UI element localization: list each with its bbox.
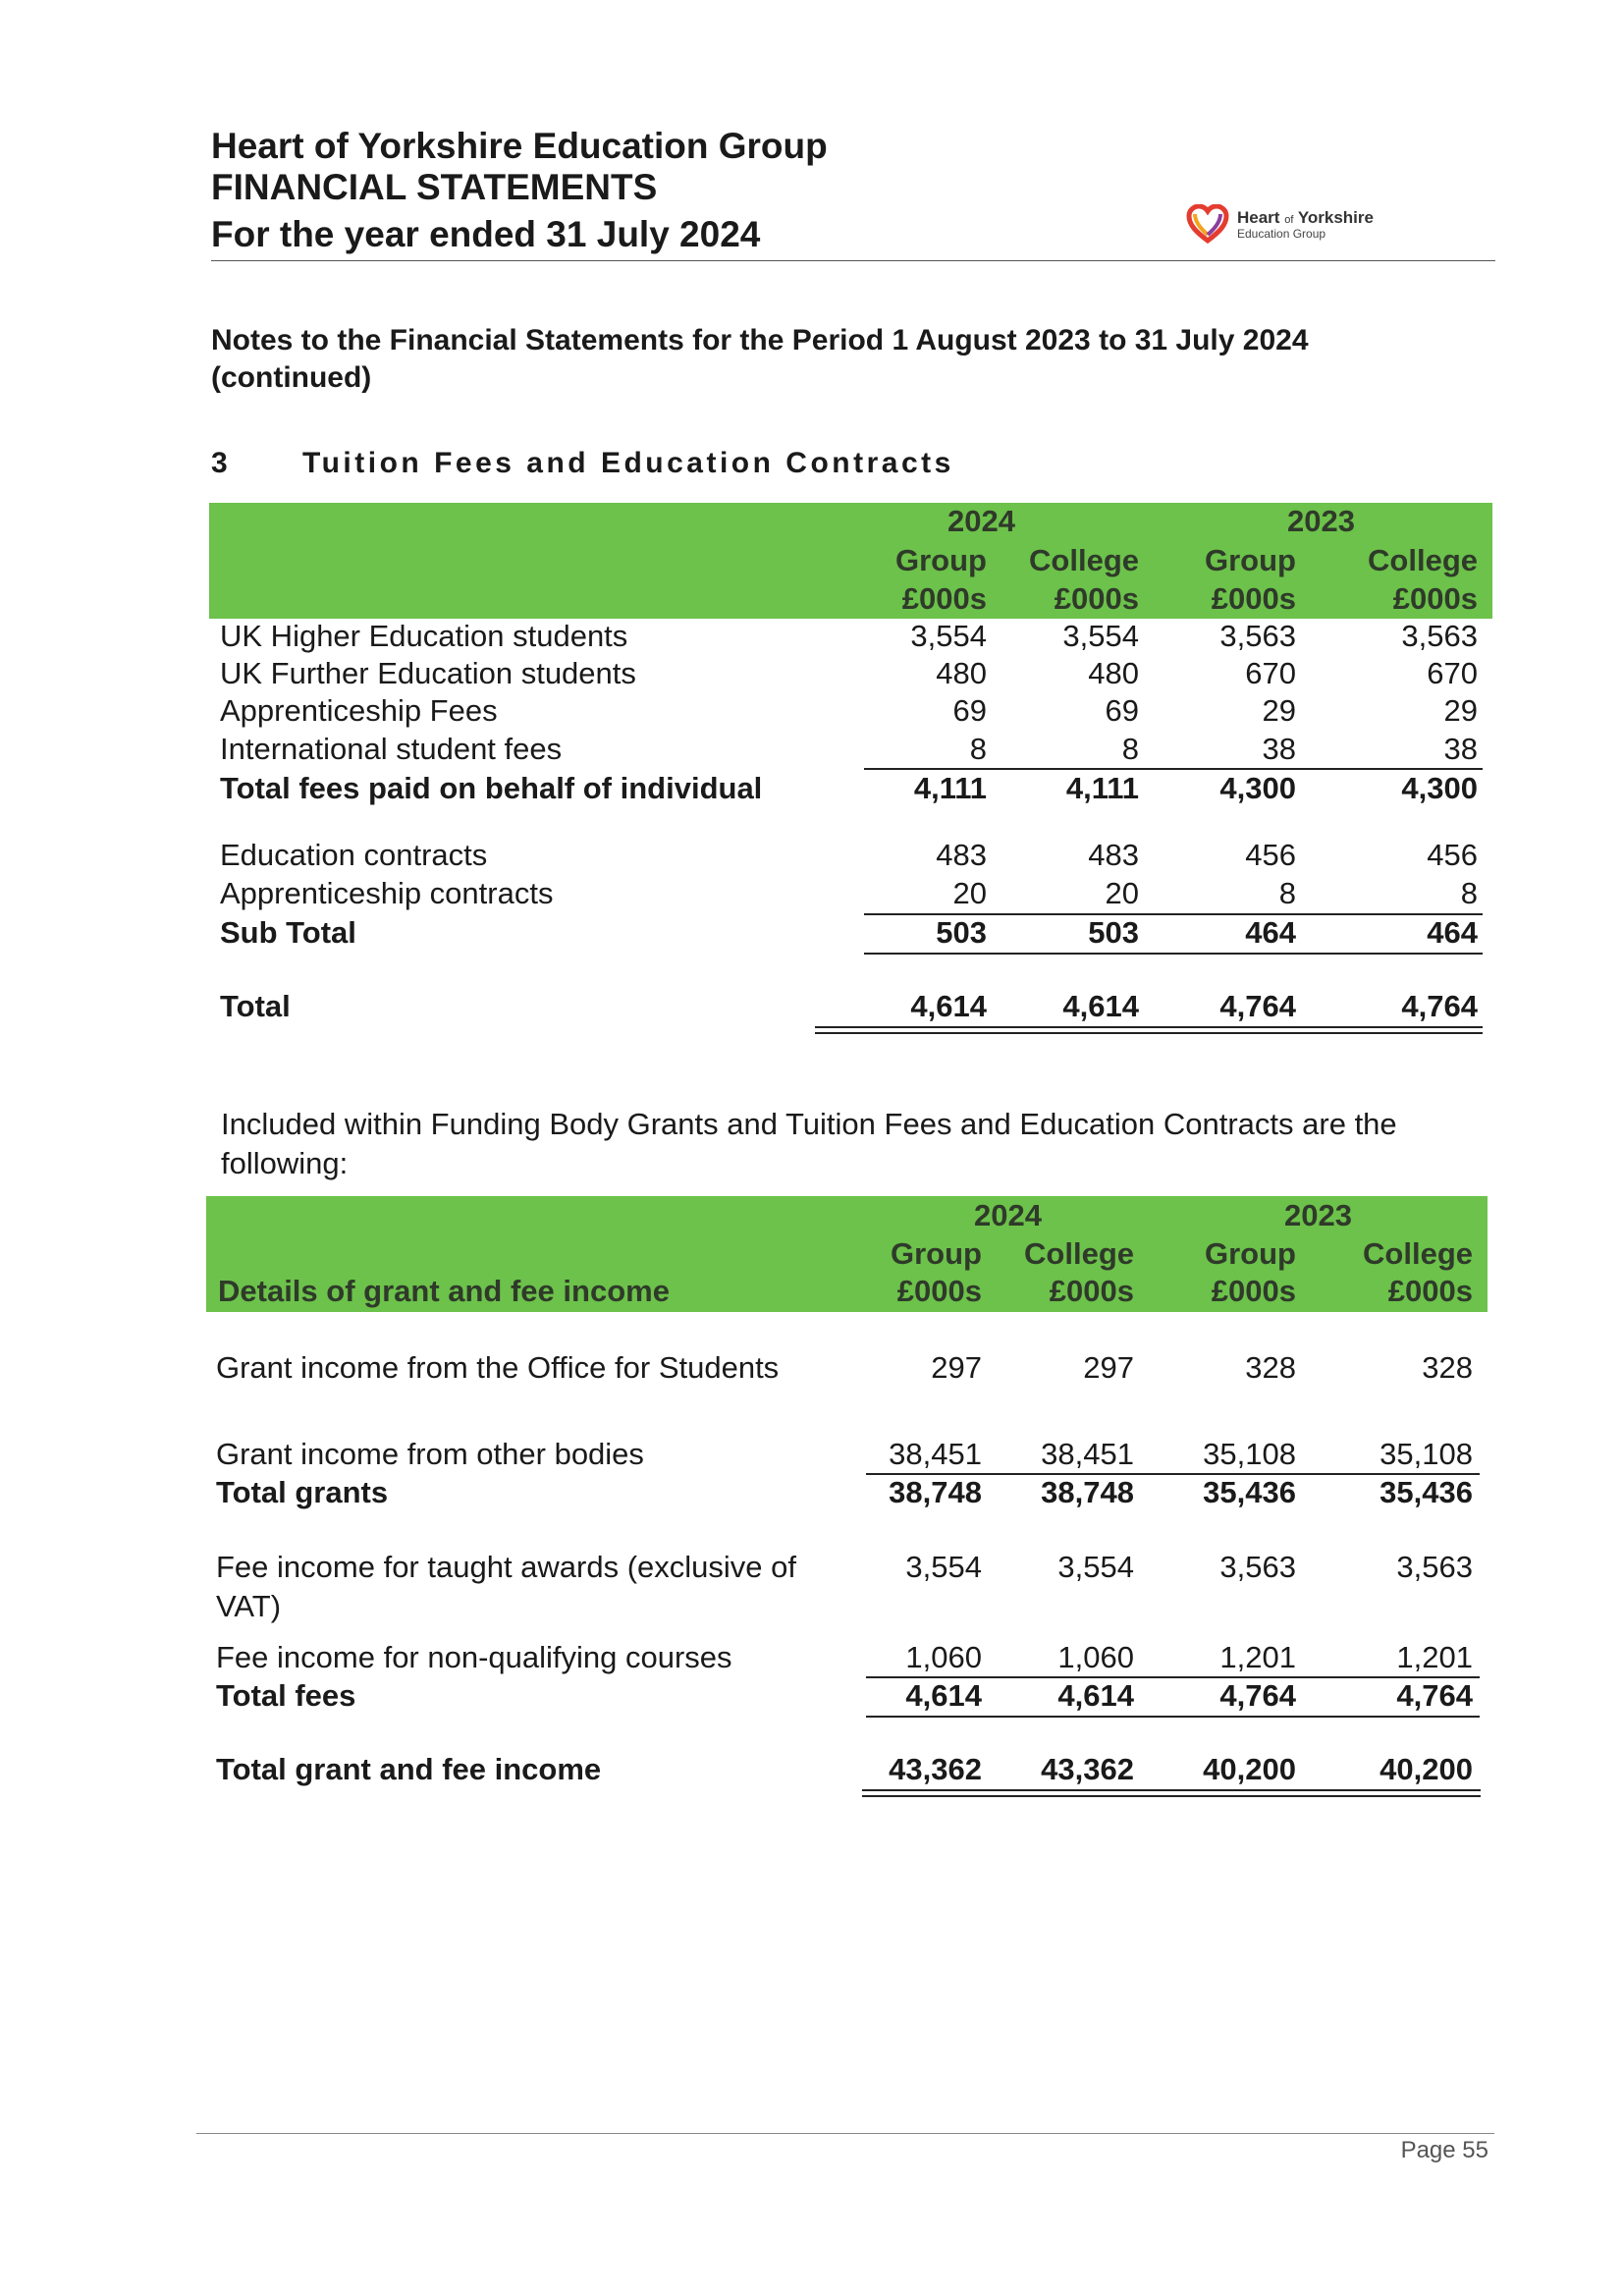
table-cell: 4,300 [1401,771,1478,805]
table-row-label: Total fees paid on behalf of individual [220,771,763,805]
table-row-label: International student fees [220,732,563,766]
table-cell: 3,563 [1396,1550,1473,1584]
table-cell: 8 [1460,876,1478,910]
table1-col-head: Group [895,543,987,577]
table-cell: 29 [1262,693,1296,728]
table-cell: 1,060 [1057,1640,1134,1674]
table-cell: 503 [1088,915,1139,950]
table-row-label: Fee income for taught awards (exclusive of [216,1550,796,1584]
total-double-rule [862,1789,1481,1797]
table-cell: 456 [1245,838,1296,872]
table-cell: 69 [1105,693,1139,728]
table-row-label: Sub Total [220,915,356,950]
table-cell: 3,554 [905,1550,982,1584]
table-row-label: Apprenticeship Fees [220,693,498,728]
table1-col-unit: £000s [1054,581,1139,616]
table-row-label: UK Higher Education students [220,619,628,653]
total-double-rule [815,1026,1483,1034]
table-row-label: Grant income from other bodies [216,1437,644,1471]
table-cell: 3,563 [1401,619,1478,653]
table-cell: 670 [1427,656,1478,690]
table-row-label: Total [220,989,291,1023]
table-cell: 8 [969,732,987,766]
table-cell: 8 [1121,732,1139,766]
table-cell: 3,554 [910,619,987,653]
table-row-label-continued: VAT) [216,1589,282,1623]
table-cell: 328 [1245,1350,1296,1385]
period-heading: For the year ended 31 July 2024 [211,214,761,254]
table-cell: 670 [1245,656,1296,690]
table-cell: 40,200 [1380,1752,1473,1786]
table2-col-head: Group [1205,1236,1296,1271]
table-cell: 40,200 [1203,1752,1296,1786]
table-cell: 43,362 [1041,1752,1134,1786]
subtotal-rule [864,768,1483,770]
table-cell: 1,060 [905,1640,982,1674]
table-cell: 4,614 [905,1678,982,1713]
table2-col-head: College [1024,1236,1134,1271]
table1-col-unit: £000s [1211,581,1296,616]
table-cell: 297 [931,1350,982,1385]
table2-col-unit: £000s [1049,1274,1134,1308]
table1-year-2024: 2024 [947,504,1015,538]
table-row-label: UK Further Education students [220,656,636,690]
table-cell: 328 [1422,1350,1473,1385]
table-cell: 69 [952,693,987,728]
table1-col-head: College [1029,543,1139,577]
subtotal-rule [866,1716,1480,1718]
table-cell: 38,451 [889,1437,982,1471]
table-row-label: Fee income for non-qualifying courses [216,1640,732,1674]
table-cell: 35,436 [1380,1475,1473,1509]
table2-year-2023: 2023 [1284,1198,1352,1232]
table-row-label: Apprenticeship contracts [220,876,554,910]
table-cell: 8 [1278,876,1296,910]
table1-col-head: Group [1205,543,1296,577]
table-cell: 456 [1427,838,1478,872]
table-cell: 35,108 [1203,1437,1296,1471]
table-cell: 503 [936,915,987,950]
section-title: Tuition Fees and Education Contracts [302,447,954,479]
table-cell: 38 [1262,732,1296,766]
table-row-label: Total fees [216,1678,356,1713]
table-cell: 1,201 [1396,1640,1473,1674]
table-cell: 38 [1443,732,1478,766]
table-cell: 4,614 [1057,1678,1134,1713]
table-cell: 4,764 [1396,1678,1473,1713]
table2-col-unit: £000s [1211,1274,1296,1308]
table2-col-unit: £000s [1387,1274,1473,1308]
table-cell: 4,764 [1219,1678,1296,1713]
table-cell: 29 [1443,693,1478,728]
table2-year-2024: 2024 [974,1198,1042,1232]
table2-col-unit: £000s [896,1274,982,1308]
header-divider [211,260,1495,261]
intro-paragraph: Included within Funding Body Grants and Tuition Fees and Education Contracts are the following: [221,1107,1397,1180]
table-cell: 38,748 [1041,1475,1134,1509]
table1-year-2023: 2023 [1287,504,1355,538]
org-name: Heart of Yorkshire Education Group [211,126,828,166]
table-cell: 4,300 [1219,771,1296,805]
table-cell: 4,764 [1219,989,1296,1023]
table-cell: 480 [936,656,987,690]
table-cell: 20 [1105,876,1139,910]
table-cell: 483 [936,838,987,872]
table1-col-unit: £000s [901,581,987,616]
table-cell: 38,451 [1041,1437,1134,1471]
table-cell: 480 [1088,656,1139,690]
table2-title: Details of grant and fee income [218,1274,670,1308]
table-cell: 4,111 [1065,771,1139,805]
table-cell: 1,201 [1219,1640,1296,1674]
table-cell: 3,554 [1057,1550,1134,1584]
table-row-label: Education contracts [220,838,488,872]
table-cell: 35,108 [1380,1437,1473,1471]
table-cell: 4,614 [1062,989,1139,1023]
table2-col-head: Group [891,1236,982,1271]
table-cell: 4,614 [910,989,987,1023]
table-cell: 4,111 [913,771,987,805]
table-cell: 35,436 [1203,1475,1296,1509]
page-number: Page 55 [1400,2137,1488,2163]
table-row-label: Total grants [216,1475,389,1509]
table-row-label: Total grant and fee income [216,1752,602,1786]
table-cell: 3,563 [1219,619,1296,653]
table-cell: 464 [1427,915,1478,950]
table-cell: 20 [952,876,987,910]
doc-type: FINANCIAL STATEMENTS [211,167,658,207]
org-logo: Heart of Yorkshire Education Group [1186,204,1374,244]
table-cell: 3,563 [1219,1550,1296,1584]
table-row-label: Grant income from the Office for Students [216,1350,780,1385]
table-cell: 483 [1088,838,1139,872]
table-cell: 43,362 [889,1752,982,1786]
table1-col-unit: £000s [1392,581,1478,616]
table-cell: 4,764 [1401,989,1478,1023]
subtotal-rule [864,953,1483,955]
table2-col-head: College [1363,1236,1473,1271]
table-cell: 38,748 [889,1475,982,1509]
table-cell: 464 [1245,915,1296,950]
table-cell: 3,554 [1062,619,1139,653]
notes-title: Notes to the Financial Statements for the Period 1 August 2023 to 31 July 2024 (continued) [211,324,1309,394]
heart-logo-icon [1186,204,1229,244]
section-number: 3 [211,447,228,479]
footer-divider [196,2133,1494,2134]
table-cell: 297 [1083,1350,1134,1385]
table1-col-head: College [1368,543,1478,577]
